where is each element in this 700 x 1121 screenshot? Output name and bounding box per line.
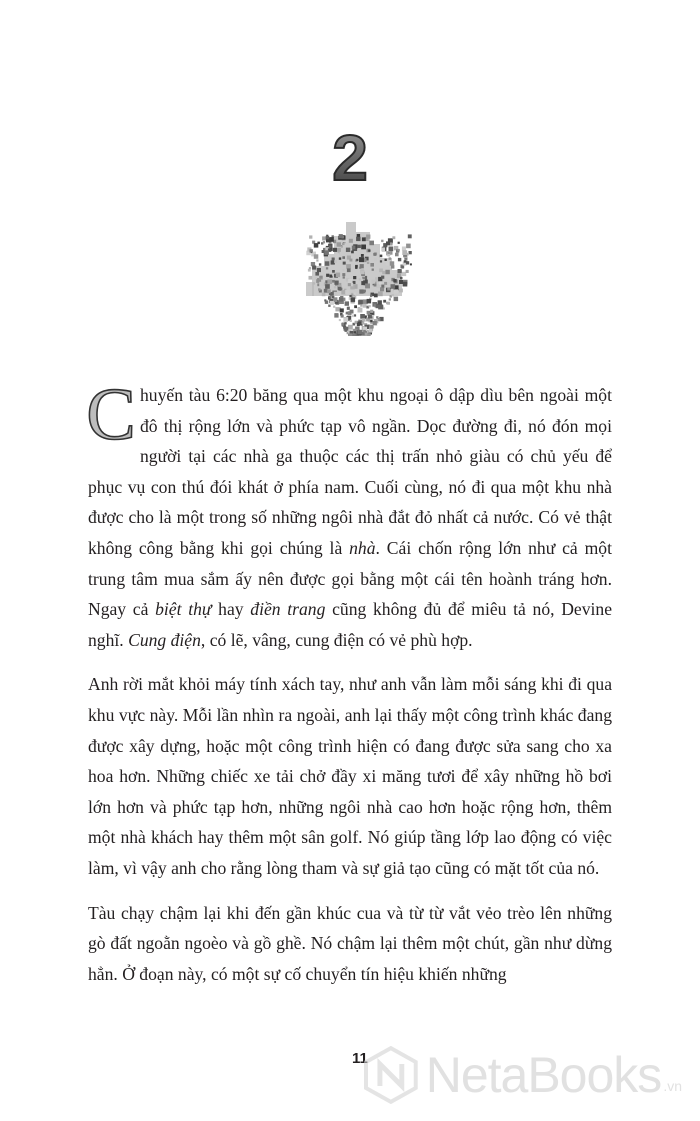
paragraph-1-segment: huyến tàu 6:20 băng qua một khu ngoại ô dập dìu bên ngoài một đô thị rộng lớn và phức tạp vô ngần. Dọc đường đi, nó đón mọi người tại các nhà ga thuộc các thị trấn nhỏ giàu có chủ yếu để phục vụ con thú đói khát ở phía nam. Cuối cùng, nó đi qua một khu nhà được cho là một trong số những ngôi nhà đắt đỏ nhất cả nước. Có vẻ thật không công bằng khi gọi chúng là xyxy=(88,385,612,558)
paragraph-2 xyxy=(88,669,612,883)
paragraph-1-segment: nhà xyxy=(349,537,376,558)
watermark-brand: NetaBooks xyxy=(425,1047,662,1103)
watermark-logo-icon xyxy=(362,1046,420,1104)
page-number: 11 xyxy=(352,1050,368,1067)
paragraph-2-segment: Anh rời mắt khỏi máy tính xách tay, như anh vẫn làm mỗi sáng khi đi qua khu vực này. Mỗi lần nhìn ra ngoài, anh lại thấy một công trình khác đang được xây dựng, hoặc một công trình hiện có đang được sửa sang cho xa hoa hơn. Những chiếc xe tải chở đầy xi măng tươi để xây những hồ bơi lớn hơn và phức tạp hơn, những ngôi nhà cao hơn hoặc rộng hơn, thêm một nhà khách hay thêm một sân golf. Nó giúp tầng lớp lao động có việc làm, vì vậy anh cho rằng lòng tham và sự giả tạo cũng có mặt tốt của nó. xyxy=(88,674,612,878)
chapter-number xyxy=(0,128,700,191)
svg-text:C: C xyxy=(86,383,136,445)
dropcap-letter xyxy=(86,383,136,445)
paragraph-1-segment: điền trang xyxy=(250,599,326,620)
watermark-suffix: .vn xyxy=(663,1078,682,1094)
svg-text:2: 2 xyxy=(332,128,368,186)
paragraph-1-segment: biệt thự xyxy=(155,599,212,620)
city-skyline-illustration xyxy=(298,214,418,336)
paragraph-1-segment: hay xyxy=(211,599,251,620)
paragraph-1-segment: . Cái chốn rộng lớn như cả một trung tâm mua sắm ấy nên được gọi bằng một cái tên hoành tráng hơn. Ngay cả xyxy=(88,537,612,620)
chapter-number-graphic xyxy=(320,128,380,186)
paragraph-3-segment: Tàu chạy chậm lại khi đến gần khúc cua và từ từ vắt vẻo trèo lên những gò đất ngoằn ngoèo và gồ ghề. Nó chậm lại thêm một chút, gần như dừng hẳn. Ở đoạn này, có một sự cố chuyển tín hiệu khiến những xyxy=(88,902,612,984)
paragraph-1 xyxy=(88,380,612,655)
paragraph-1-segment: , có lẽ, vâng, cung điện có vẻ phù hợp. xyxy=(200,629,473,650)
watermark xyxy=(362,1040,682,1110)
paragraph-1-segment: cũng không đủ để miêu tả nó, Devine nghĩ. xyxy=(88,599,613,650)
paragraph-3 xyxy=(88,898,612,990)
body-text xyxy=(88,380,612,989)
paragraph-1-segment: Cung điện xyxy=(128,629,201,650)
